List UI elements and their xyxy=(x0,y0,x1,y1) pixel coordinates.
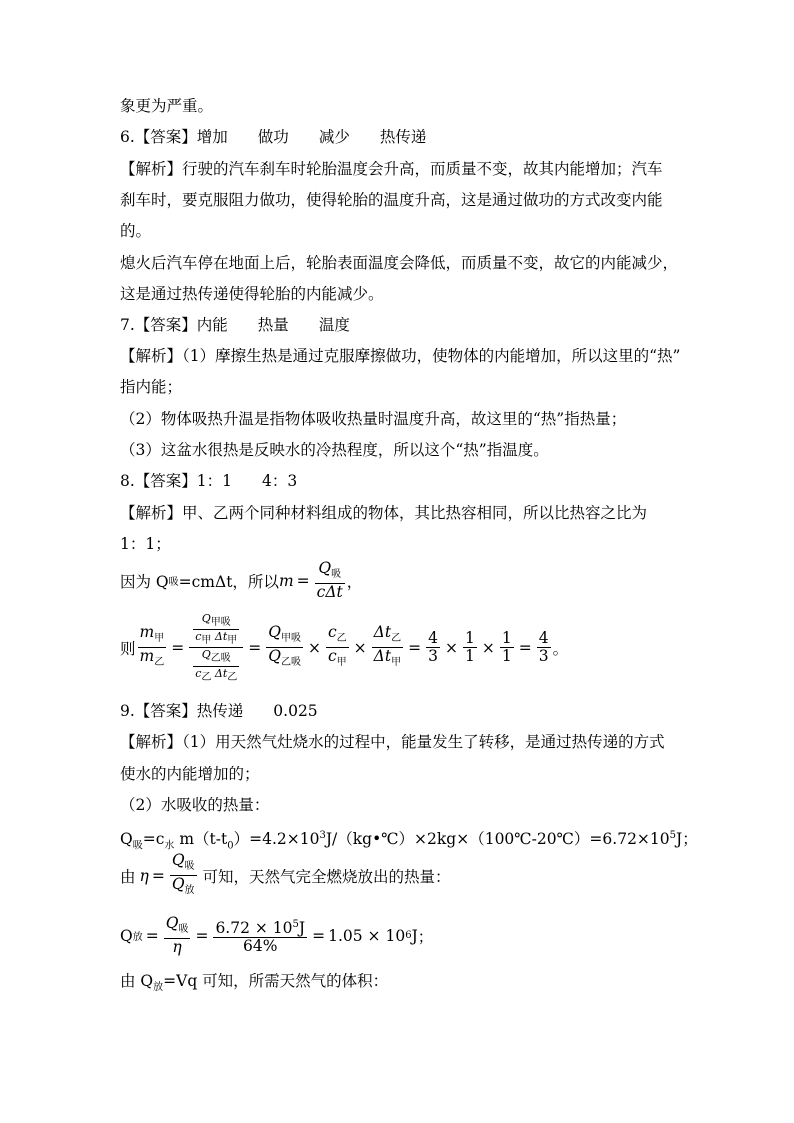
numerator xyxy=(193,648,239,666)
subscript: 乙 xyxy=(201,671,212,683)
text-line xyxy=(120,502,647,524)
fraction xyxy=(500,630,514,665)
text: 1.05 × 10 xyxy=(328,926,406,945)
formula-heat-released xyxy=(120,915,433,956)
denominator xyxy=(266,648,303,671)
text: 9.【答案】热传递 xyxy=(120,702,244,720)
text: 的。 xyxy=(120,222,152,240)
text: 由 Q xyxy=(120,972,154,990)
text: 温度 xyxy=(318,316,350,334)
subscript: 吸 xyxy=(220,653,231,665)
fraction xyxy=(189,612,243,684)
denominator xyxy=(138,648,167,671)
numerator xyxy=(189,612,243,648)
text: 8.【答案】1：1 xyxy=(120,472,233,490)
var: Δt xyxy=(325,583,343,602)
subscript: 水 xyxy=(164,840,175,852)
subscript: 甲 xyxy=(227,635,238,647)
fraction xyxy=(193,648,239,683)
subscript: 吸 xyxy=(220,617,231,629)
answer-6 xyxy=(120,126,426,148)
operator: = xyxy=(408,638,422,657)
text: 【解析】（1）用天然气灶烧水的过程中，能量发生了转移，是通过热传递的方式 xyxy=(120,733,665,751)
text-line xyxy=(120,252,678,274)
operator: = xyxy=(145,926,159,945)
operator: × xyxy=(353,638,367,657)
text-line xyxy=(120,220,151,242)
numerator xyxy=(213,916,307,938)
answer-7 xyxy=(120,314,350,336)
text: 指内能； xyxy=(120,378,183,396)
subscript: 放 xyxy=(132,932,143,944)
fraction xyxy=(138,624,167,671)
answer-9 xyxy=(120,700,318,722)
fraction xyxy=(315,560,345,601)
subscript: 乙 xyxy=(154,657,165,669)
text: 则 xyxy=(120,639,136,658)
var: Q xyxy=(201,612,211,625)
text: 1：1； xyxy=(120,535,171,553)
subscript: 甲 xyxy=(210,617,221,629)
text: =Vq 可知，所需天然气的体积： xyxy=(163,972,389,990)
operator: × xyxy=(444,638,458,657)
text: 由 xyxy=(120,867,136,886)
var: Q xyxy=(268,647,281,666)
numerator xyxy=(170,852,197,876)
subscript: 乙 xyxy=(391,633,402,645)
subscript: 吸 xyxy=(168,577,179,589)
subscript: 吸 xyxy=(331,569,342,581)
superscript: 3 xyxy=(319,830,326,841)
subscript: 乙 xyxy=(227,671,238,683)
subscript: 甲 xyxy=(391,657,402,669)
text: 6.72 × 10 xyxy=(215,919,293,938)
numerator xyxy=(193,612,239,630)
fraction xyxy=(164,915,191,956)
denominator xyxy=(326,648,349,671)
operator: = xyxy=(171,638,185,657)
numerator xyxy=(315,560,345,584)
formula-efficiency xyxy=(120,852,451,899)
text: J； xyxy=(676,830,698,849)
operator: = xyxy=(248,638,262,657)
text: 刹车时，要克服阻力做功，使得轮胎的温度升高，这是通过做功的方式改变内能 xyxy=(120,191,663,209)
numerator xyxy=(138,624,167,648)
denominator xyxy=(372,648,403,671)
text: 7.【答案】内能 xyxy=(120,316,228,334)
denominator xyxy=(193,630,239,647)
subscript: 吸 xyxy=(178,924,189,936)
text: 可知，天然气完全燃烧放出的热量： xyxy=(202,867,451,886)
subscript: 乙 xyxy=(210,653,221,665)
fraction xyxy=(170,852,197,899)
denominator xyxy=(193,667,239,684)
denominator: 1 xyxy=(501,647,512,666)
superscript: 6 xyxy=(405,930,412,942)
text: 【解析】甲、乙两个同种材料组成的物体，其比热容相同，所以比热容之比为 xyxy=(120,504,648,522)
denominator: η xyxy=(172,938,182,957)
answer-8 xyxy=(120,470,297,492)
var: Q xyxy=(171,851,185,869)
text: m（t-t xyxy=(174,830,228,849)
var: c xyxy=(327,647,337,666)
text: 这是通过热传递使得轮胎的内能减少。 xyxy=(120,285,384,303)
text: 因为 Q xyxy=(120,572,169,591)
formula-ratio xyxy=(120,612,568,684)
numerator: 4 xyxy=(428,629,438,648)
denominator xyxy=(189,648,243,683)
text: （3）这盆水很热是反映水的冷热程度，所以这个“热”指温度。 xyxy=(120,441,549,459)
text: J xyxy=(298,919,306,938)
operator: = xyxy=(312,926,326,945)
var: η xyxy=(139,866,149,885)
var: Q xyxy=(171,875,185,894)
var: Q xyxy=(201,648,211,662)
text: 热量 xyxy=(257,316,289,334)
denominator: 3 xyxy=(538,647,549,666)
fraction xyxy=(426,630,440,665)
text: （2）水吸收的热量： xyxy=(120,796,270,814)
text-line xyxy=(120,283,384,305)
subscript: 吸 xyxy=(184,861,195,873)
subscript: 甲 xyxy=(280,633,291,645)
text: 减少 xyxy=(318,128,350,146)
superscript: 5 xyxy=(669,830,677,841)
text-line xyxy=(120,731,665,753)
subscript: 0 xyxy=(227,840,234,852)
text: J xyxy=(411,926,418,945)
var: Q xyxy=(165,914,179,932)
text-line xyxy=(120,345,680,367)
operator: = xyxy=(518,638,532,657)
var: c xyxy=(195,630,202,644)
text: 熄火后汽车停在地面上后，轮胎表面温度会降低，而质量不变，故它的内能减少， xyxy=(120,254,679,272)
var: Q xyxy=(268,623,281,642)
numerator xyxy=(266,624,303,648)
text: 0.025 xyxy=(273,702,318,720)
text-line xyxy=(120,376,182,398)
subscript: 乙 xyxy=(280,657,291,669)
text: ）=4.2×10 xyxy=(233,830,320,849)
fraction xyxy=(326,624,349,671)
operator: × xyxy=(307,638,321,657)
operator: = xyxy=(151,866,165,885)
subscript: 吸 xyxy=(290,657,301,669)
text: 象更为严重。 xyxy=(120,97,214,115)
var: m xyxy=(139,623,155,642)
fraction xyxy=(213,916,307,955)
text-line xyxy=(120,439,549,461)
numerator xyxy=(326,624,349,648)
text: Q xyxy=(120,830,133,849)
numerator xyxy=(372,624,403,648)
text-line xyxy=(120,189,663,211)
subscript: 放 xyxy=(153,982,164,994)
text: J/（kg•℃）×2kg×（100℃-20℃）=6.72×10 xyxy=(325,830,670,849)
text: 做功 xyxy=(257,128,289,146)
numerator xyxy=(164,915,191,939)
text: 4：3 xyxy=(262,472,298,490)
var: Δt xyxy=(373,623,392,642)
var: Δt xyxy=(373,647,392,666)
numerator: 1 xyxy=(464,629,475,648)
text-line xyxy=(120,763,260,785)
text: （2）物体吸热升温是指物体吸收热量时温度升高，故这里的“热”指热量； xyxy=(120,410,627,428)
numerator: 4 xyxy=(538,629,549,648)
superscript: 5 xyxy=(292,918,299,930)
fraction xyxy=(537,630,551,665)
punct: 。 xyxy=(552,639,569,658)
fraction xyxy=(372,624,403,671)
subscript: 吸 xyxy=(290,633,301,645)
var: c xyxy=(316,583,326,602)
text-line xyxy=(120,970,388,999)
denominator: 3 xyxy=(428,647,438,666)
var: m xyxy=(278,571,294,590)
punct: ， xyxy=(346,572,363,591)
subscript: 吸 xyxy=(132,840,143,852)
punct: ； xyxy=(417,927,434,946)
text: =c xyxy=(142,830,165,849)
text: Q xyxy=(120,926,133,945)
text: 6.【答案】增加 xyxy=(120,128,228,146)
numerator: 1 xyxy=(501,629,512,648)
text-line xyxy=(120,158,663,180)
formula-mass xyxy=(120,560,362,601)
operator: × xyxy=(481,638,495,657)
fraction xyxy=(266,624,303,671)
text: 使水的内能增加的； xyxy=(120,765,260,783)
text: 【解析】行驶的汽车刹车时轮胎温度会升高，而质量不变，故其内能增加；汽车 xyxy=(120,160,663,178)
denominator: 1 xyxy=(464,647,475,666)
fraction xyxy=(193,612,239,647)
denominator: 64% xyxy=(243,937,278,956)
text-line xyxy=(120,794,269,816)
text: =cmΔt，所以 xyxy=(178,572,279,591)
fraction xyxy=(463,630,477,665)
subscript: 甲 xyxy=(154,633,165,645)
var: m xyxy=(139,647,155,666)
var: c xyxy=(195,666,202,680)
text-line xyxy=(120,95,213,117)
denominator xyxy=(315,584,345,601)
operator: = xyxy=(296,571,310,590)
var: Δt xyxy=(214,666,228,680)
text: 【解析】（1）摩擦生热是通过克服摩擦做功，使物体的内能增加，所以这里的“热” xyxy=(120,347,681,365)
operator: = xyxy=(195,926,209,945)
var: Δt xyxy=(214,630,228,644)
denominator xyxy=(170,876,197,899)
text-line xyxy=(120,408,626,430)
var: c xyxy=(327,623,337,642)
text: 热传递 xyxy=(379,128,427,146)
subscript: 乙 xyxy=(336,633,347,645)
subscript: 甲 xyxy=(201,635,212,647)
var: Q xyxy=(318,559,332,577)
text-line xyxy=(120,533,171,555)
subscript: 放 xyxy=(184,885,195,897)
subscript: 甲 xyxy=(336,657,347,669)
